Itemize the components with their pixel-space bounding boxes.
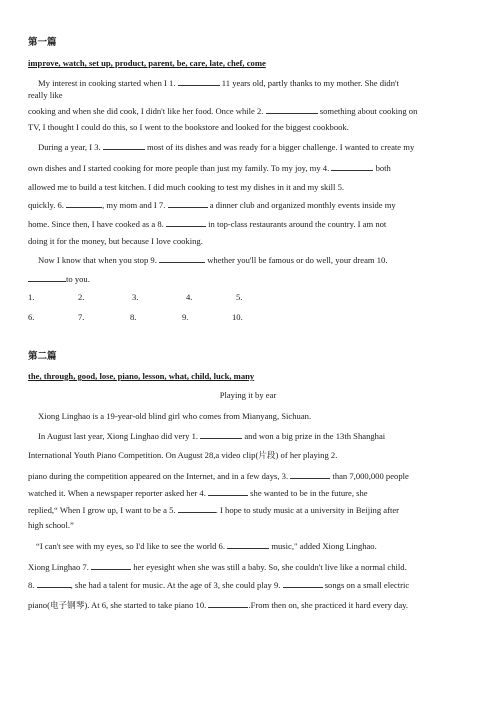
answer-label-3: 3.	[132, 292, 139, 302]
passage1-heading: 第一篇	[28, 37, 57, 48]
blank-2[interactable]	[266, 112, 318, 114]
passage2-line: In August last year, Xiong Linghao did very 1. and won a big prize in the 13th Shanghai	[38, 431, 386, 441]
blank-p2-1[interactable]	[200, 437, 242, 439]
passage1-line: doing it for the money, but because I love cooking.	[28, 236, 203, 246]
blank-4[interactable]	[331, 169, 373, 171]
passage2-line: replied,“ When I grow up, I want to be a 5. . I hope to study music at a university in Beijing after	[28, 505, 400, 515]
blank-p2-10[interactable]	[208, 606, 248, 608]
passage1-line: Now I know that when you stop 9. whether you'll be famous or do well, your dream 10.	[38, 255, 388, 265]
passage2-line: “I can't see with my eyes, so I'd like to see the world 6. music," added Xiong Linghao.	[36, 541, 377, 551]
blank-p2-6[interactable]	[227, 547, 269, 549]
passage2-line: International Youth Piano Competition. On August 28,a video clip(片段) of her playing 2.	[28, 450, 338, 460]
passage2-line: piano(电子钢琴). At 6, she started to take piano 10. .From then on, she practiced it hard every day.	[28, 600, 409, 610]
passage1-line: own dishes and I started cooking for more people than just my family. To my joy, my 4. both	[28, 163, 391, 173]
passage1-word-bank: improve, watch, set up, product, parent, be, care, late, chef, come	[28, 58, 266, 68]
blank-p2-9[interactable]	[283, 586, 323, 588]
blank-8[interactable]	[166, 225, 206, 227]
passage2-title: Playing it by ear	[219, 390, 277, 400]
blank-9[interactable]	[159, 261, 205, 263]
answer-label-6: 6.	[28, 312, 35, 322]
passage2-line: piano during the competition appeared on the Internet, and in a few days, 3. than 7,000,000 people	[28, 471, 409, 481]
blank-p2-3[interactable]	[290, 477, 330, 479]
blank-10[interactable]	[28, 280, 66, 282]
answer-label-9: 9.	[182, 312, 189, 322]
passage1-line: really like	[28, 90, 63, 100]
passage2-line: high school.”	[28, 520, 74, 530]
answer-label-5: 5.	[236, 292, 243, 302]
answer-label-2: 2.	[78, 292, 85, 302]
blank-1[interactable]	[178, 84, 220, 86]
passage1-line: My interest in cooking started when I 1. 11 years old, partly thanks to my mother. She didn't	[38, 78, 399, 88]
answer-label-7: 7.	[78, 312, 85, 322]
passage1-line: quickly. 6. , my mom and I 7. a dinner club and organized monthly events inside my	[28, 200, 396, 210]
blank-3[interactable]	[103, 148, 145, 150]
answer-label-4: 4.	[186, 292, 193, 302]
blank-p2-8[interactable]	[37, 586, 71, 588]
passage2-line: watched it. When a newspaper reporter asked her 4. she wanted to be in the future, she	[28, 488, 368, 498]
blank-7[interactable]	[168, 206, 208, 208]
passage2-line: 8. , she had a talent for music. At the age of 3, she could play 9. songs on a small electric	[28, 580, 410, 590]
blank-p2-4[interactable]	[208, 494, 248, 496]
answer-label-10: 10.	[232, 312, 243, 322]
passage1-line: During a year, I 3. most of its dishes and was ready for a bigger challenge. I wanted to create my	[38, 142, 415, 152]
answer-label-8: 8.	[130, 312, 137, 322]
passage2-word-bank: the, through, good, lose, piano, lesson, what, child, luck, many	[28, 371, 255, 381]
passage2-line: Xiong Linghao 7. her eyesight when she was still a baby. So, she couldn't live like a normal child.	[28, 562, 407, 572]
passage1-line: TV, I thought I could do this, so I went to the bookstore and looked for the biggest cookbook.	[28, 122, 349, 132]
answer-label-1: 1.	[28, 292, 35, 302]
passage1-line: allowed me to build a test kitchen. I did much cooking to test my dishes in it and my skill 5.	[28, 182, 345, 192]
passage1-line: cooking and when she did cook, I didn't like her food. Once while 2. something about cooking on	[28, 106, 418, 116]
passage2-line: Xiong Linghao is a 19-year-old blind girl who comes from Mianyang, Sichuan.	[38, 411, 312, 421]
blank-p2-7[interactable]	[91, 568, 131, 570]
passage1-line: to you.	[28, 274, 90, 284]
blank-p2-5[interactable]	[178, 511, 216, 513]
blank-6[interactable]	[66, 206, 102, 208]
passage2-heading: 第二篇	[28, 351, 57, 362]
passage1-line: home. Since then, I have cooked as a 8. in top-class restaurants around the country. I am not	[28, 219, 387, 229]
